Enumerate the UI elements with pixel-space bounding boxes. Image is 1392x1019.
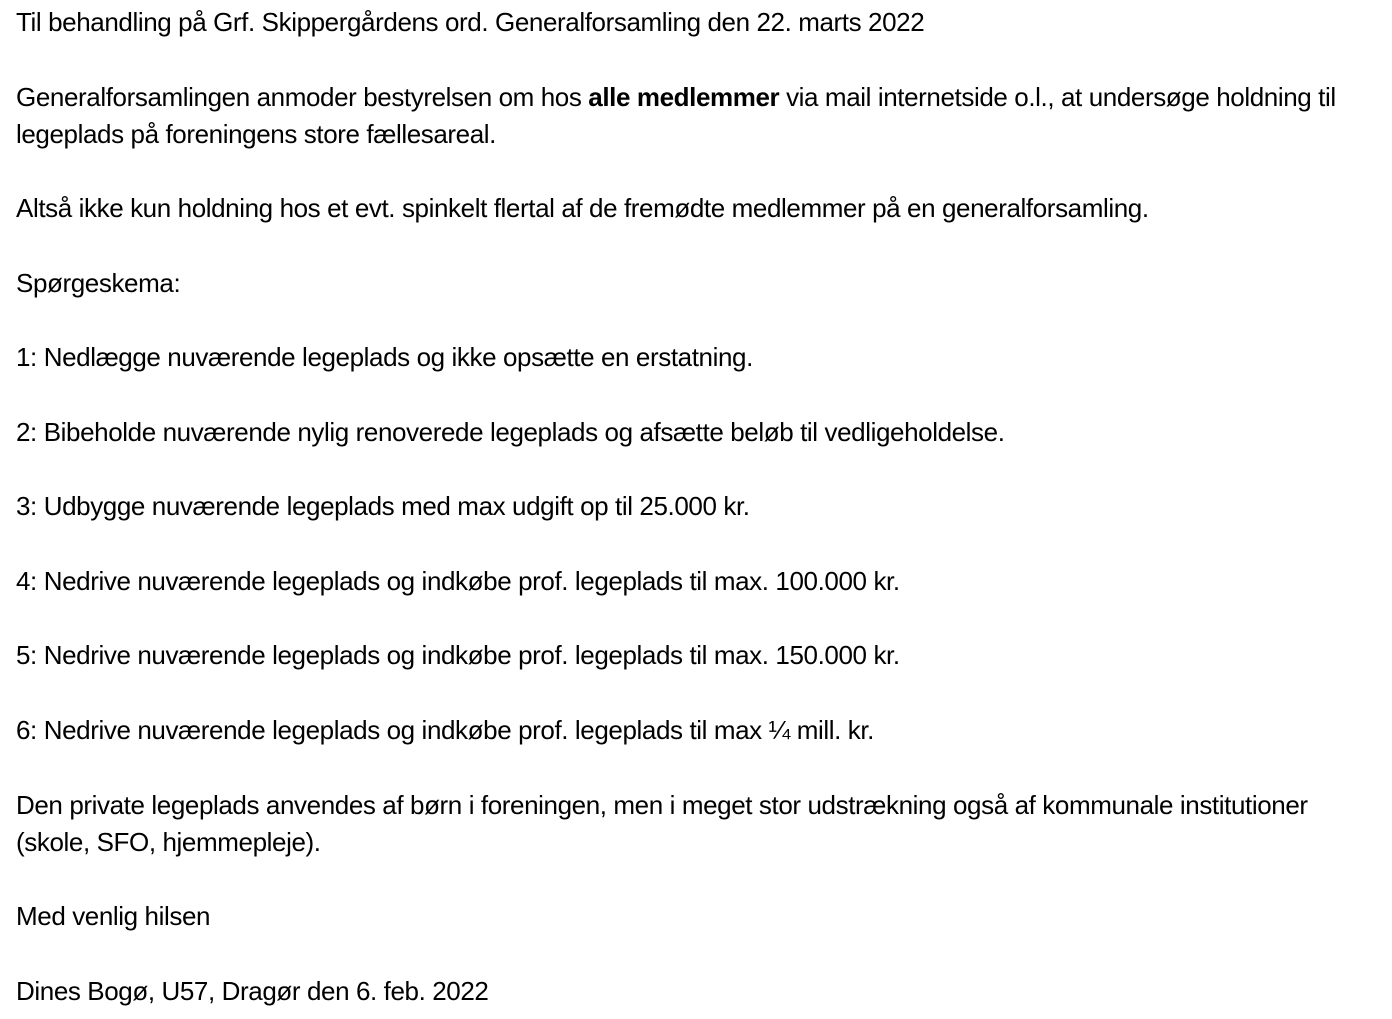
intro-text-after: via mail internetside o.l., at undersøge holdning til legeplads på foreningens store fællesareal. (16, 82, 1336, 149)
clarification-text: Altså ikke kun holdning hos et evt. spinkelt flertal af de fremødte medlemmer på en generalforsamling. (16, 193, 1149, 223)
option-5: 5: Nedrive nuværende legeplads og indkøbe prof. legeplads til max. 150.000 kr. (16, 640, 900, 670)
questionnaire-label: Spørgeskema: (16, 268, 181, 298)
option-4: 4: Nedrive nuværende legeplads og indkøbe prof. legeplads til max. 100.000 kr. (16, 566, 900, 596)
closing-text: Med venlig hilsen (16, 901, 211, 931)
note-paragraph: Den private legeplads anvendes af børn i foreningen, men i meget stor udstrækning også af kommunale institutioner (skole, SFO, hjemmepleje). (16, 790, 1308, 857)
option-1: 1: Nedlægge nuværende legeplads og ikke opsætte en erstatning. (16, 342, 753, 372)
option-2: 2: Bibeholde nuværende nylig renoverede legeplads og afsætte beløb til vedligeholdelse. (16, 417, 1005, 447)
intro-text-before: Generalforsamlingen anmoder bestyrelsen om hos (16, 82, 589, 112)
intro-bold-text: alle medlemmer (588, 82, 780, 112)
option-6: 6: Nedrive nuværende legeplads og indkøbe prof. legeplads til max ¼ mill. kr. (16, 715, 874, 745)
intro-paragraph (16, 79, 1361, 153)
document-heading: Til behandling på Grf. Skippergårdens ord. Generalforsamling den 22. marts 2022 (16, 7, 925, 37)
option-3: 3: Udbygge nuværende legeplads med max udgift op til 25.000 kr. (16, 491, 750, 521)
signature-text: Dines Bogø, U57, Dragør den 6. feb. 2022 (16, 976, 489, 1006)
